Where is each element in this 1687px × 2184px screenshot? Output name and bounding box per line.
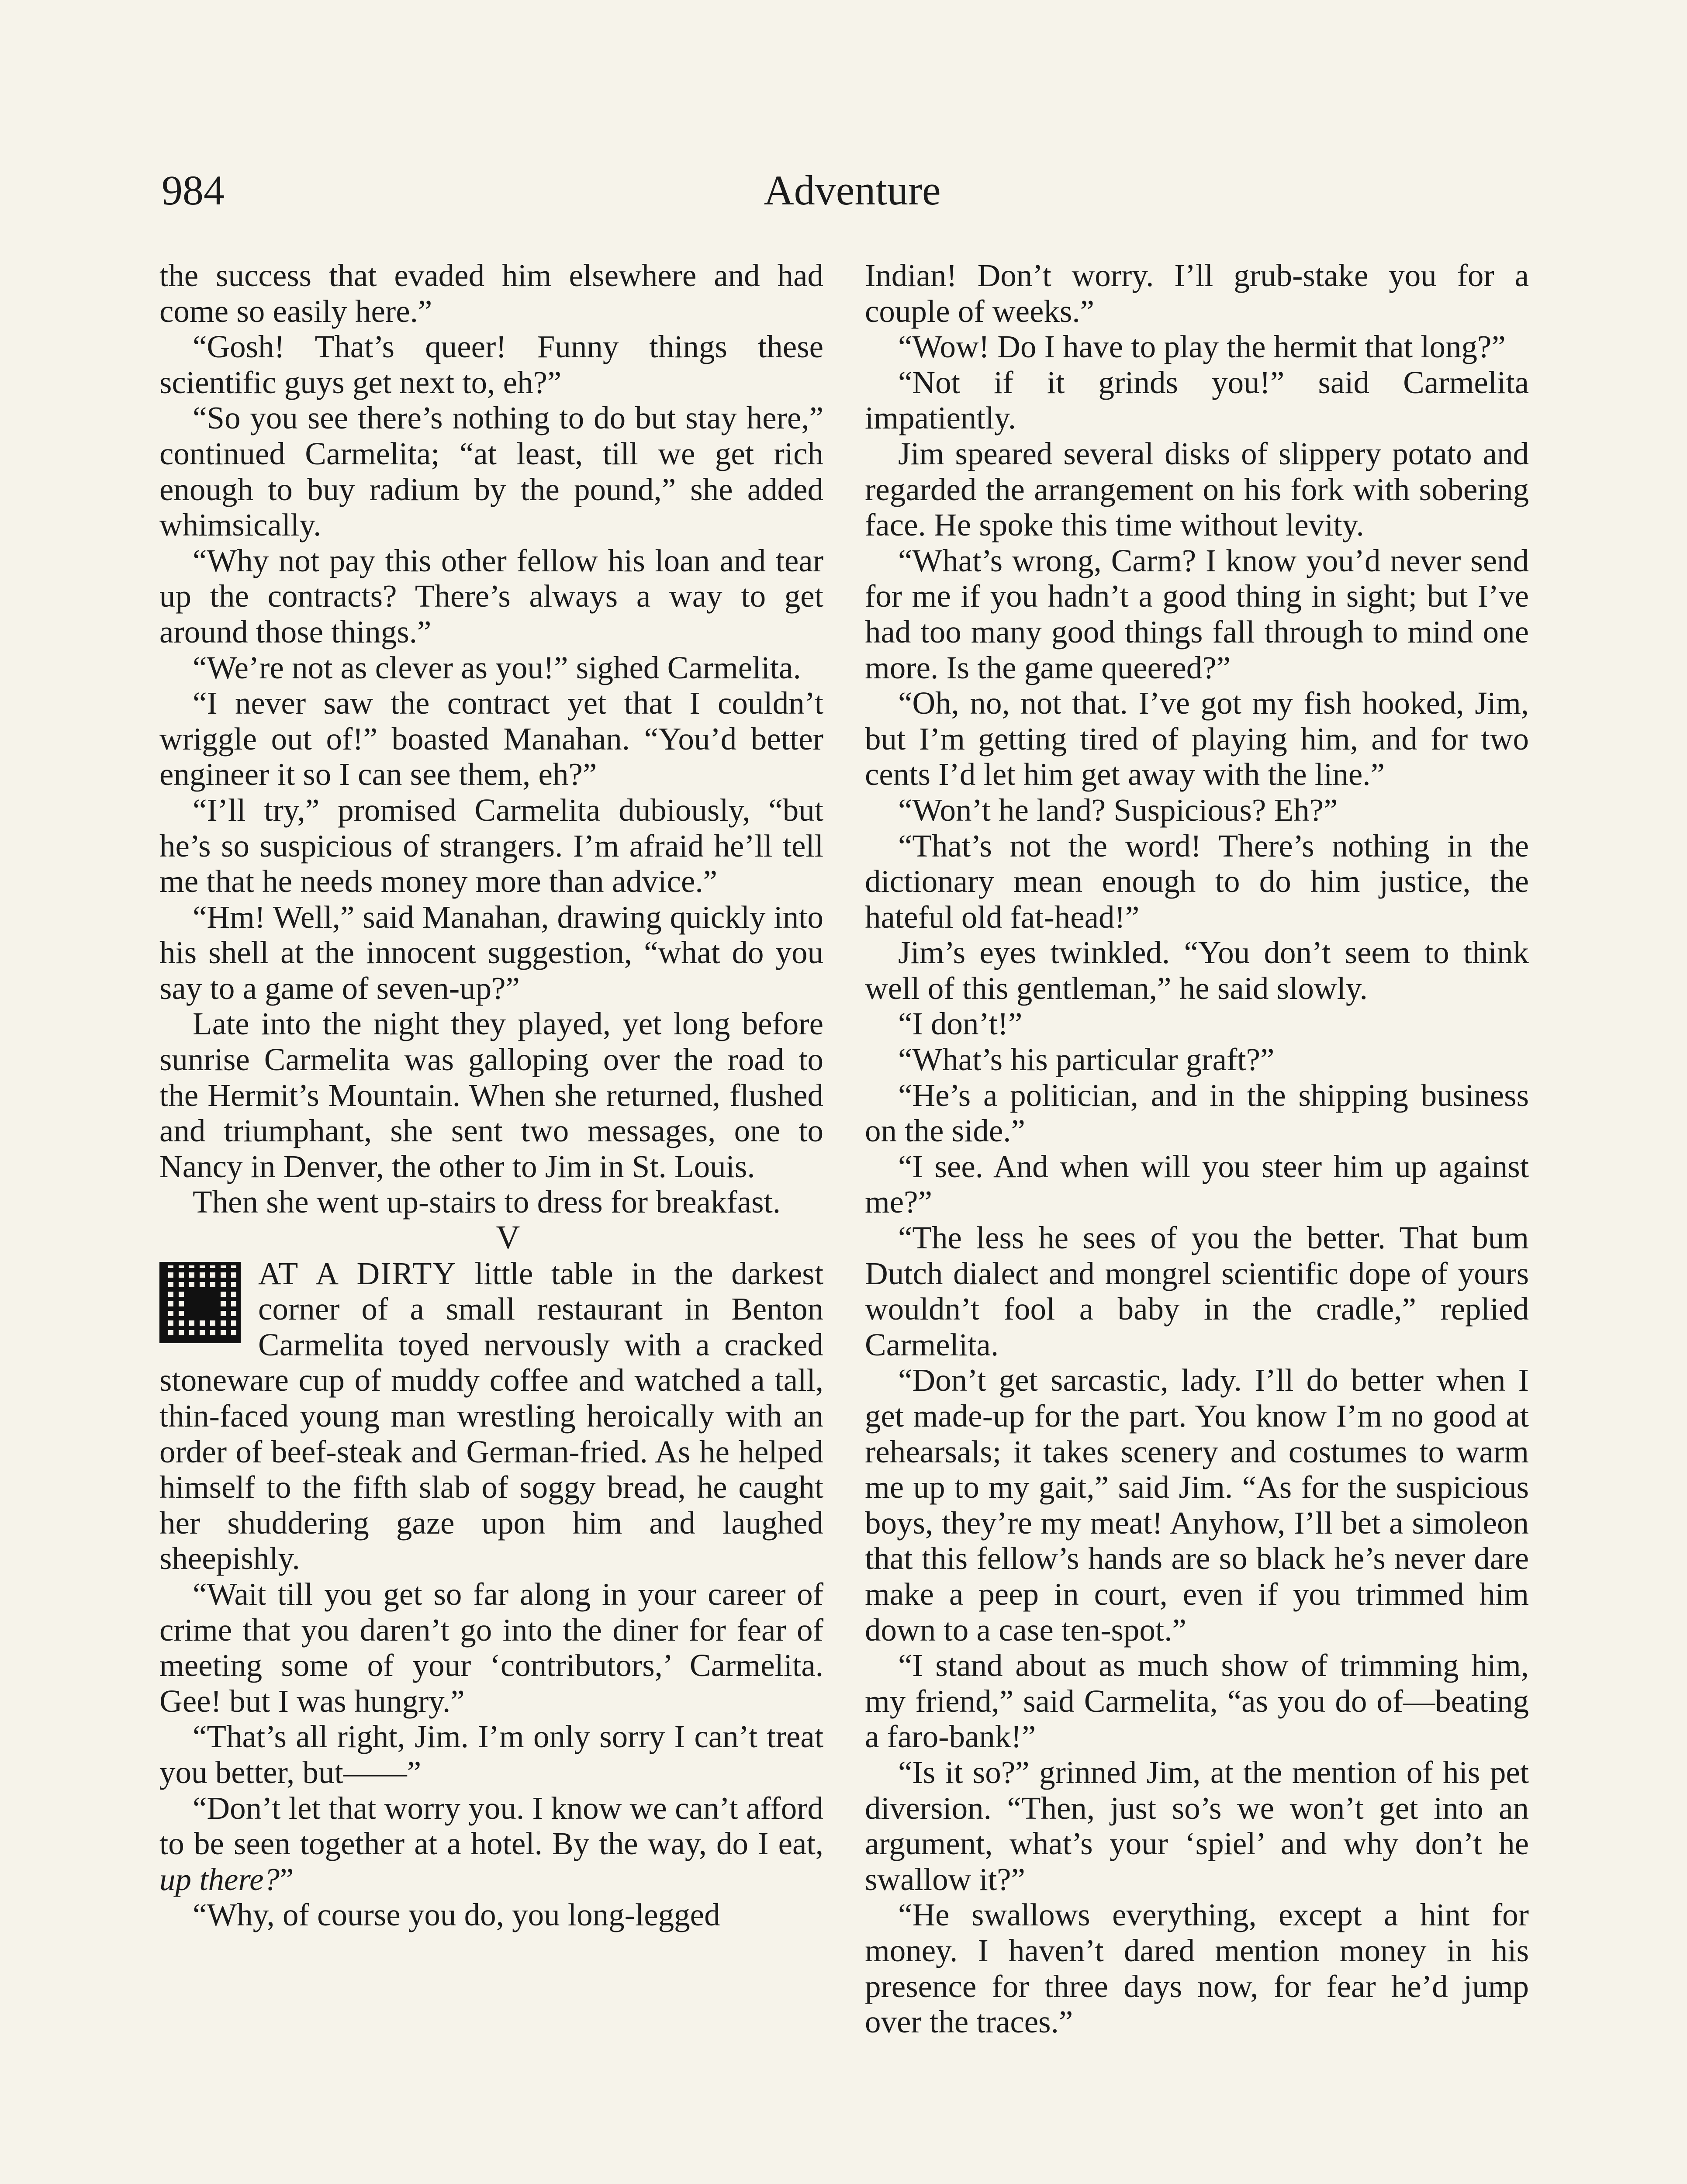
paragraph: “Not if it grinds you!” said Carmelita impatiently. [865,364,1529,436]
paragraph: “I never saw the contract yet that I couldn’t wriggle out of!” boasted Manahan. “You’d better engineer it so I can see them, eh?” [159,685,823,792]
paragraph: Jim speared several disks of slippery potato and regarded the arrangement on his fork with sobering face. He spoke this time without levity. [865,435,1529,543]
paragraph-text: ” [280,1861,294,1897]
section-heading: V [496,1219,520,1256]
paragraph: “I stand about as much show of trimming him, my friend,” said Carmelita, “as you do of—beating a faro-bank!” [865,1648,1529,1755]
paragraph: “Don’t get sarcastic, lady. I’ll do better when I get made-up for the part. You know I’m no good at rehearsals; it takes scenery and costumes to warm me up to my gait,” said Jim. “As for the suspicious boys, they’re my meat! Anyhow, I’ll bet a simoleon that this fellow’s hands are so black he’s never dare make a peep in court, even if you trimmed him down to a case ten-spot.” [865,1362,1529,1648]
paragraph: “Won’t he land? Suspicious? Eh?” [898,792,1338,828]
paragraph: “The less he sees of you the better. That bum Dutch dialect and mongrel scientific dope of yours wouldn’t fool a baby in the cradle,” replied Carmelita. [865,1220,1529,1362]
paragraph: “Oh, no, not that. I’ve got my fish hooked, Jim, but I’m getting tired of playing him, and for two cents I’d let him get away with the line.” [865,685,1529,792]
paragraph: Jim’s eyes twinkled. “You don’t seem to think well of this gentleman,” he said slowly. [865,935,1529,1006]
paragraph: “Wait till you get so far along in your career of crime that you daren’t go into the diner for fear of meeting some of your ‘contributors,’ Carmelita. Gee! but I was hungry.” [159,1576,823,1719]
paragraph [159,1256,823,1576]
paragraph: Indian! Don’t worry. I’ll grub-stake you for a couple of weeks.” [865,258,1529,329]
left-column [159,258,823,1933]
page-header [157,166,1547,227]
paragraph: “That’s all right, Jim. I’m only sorry I can’t treat you better, but——” [159,1719,823,1790]
paragraph: “Is it so?” grinned Jim, at the mention of his pet diversion. “Then, just so’s we won’t get into an argument, what’s your ‘spiel’ and why don’t he swallow it?” [865,1754,1529,1897]
paragraph: “I see. And when will you steer him up against me?” [865,1148,1529,1220]
italic-text: up there? [159,1861,280,1897]
paragraph: “Wow! Do I have to play the hermit that long?” [898,329,1506,365]
paragraph: “He swallows everything, except a hint for money. I haven’t dared mention money in his presence for three days now, for fear he’d jump over the traces.” [865,1897,1529,2040]
running-title: Adventure [764,167,941,214]
ornamental-initial-icon [159,1262,241,1343]
paragraph: “Why not pay this other fellow his loan and tear up the contracts? There’s always a way to get around those things.” [159,543,823,650]
paragraph: “Why, of course you do, you long-legged [193,1897,720,1933]
paragraph: “Gosh! That’s queer! Funny things these scientific guys get next to, eh?” [159,329,823,400]
paragraph: “What’s his particular graft?” [898,1042,1275,1078]
lead-in-caps: AT A DIRTY [258,1255,457,1291]
paragraph-text: little table in the darkest corner of a small restaurant in Benton Carmelita toyed nervously with a cracked stoneware cup of muddy coffee and watched a tall, thin-faced young man wrestling heroically with an order of beef-steak and German-fried. As he helped himself to the fifth slab of soggy bread, he caught her shuddering gaze upon him and laughed sheepishly. [159,1255,823,1576]
paragraph: “We’re not as clever as you!” sighed Carmelita. [193,650,801,685]
paragraph: “Hm! Well,” said Manahan, drawing quickly into his shell at the innocent suggestion, “what do you say to a game of seven-up?” [159,899,823,1006]
paragraph: “What’s wrong, Carm? I know you’d never send for me if you hadn’t a good thing in sight; but I’ve had too many good things fall through to mind one more. Is the game queered?” [865,543,1529,685]
right-column [865,258,1529,2040]
paragraph: the success that evaded him elsewhere and had come so easily here.” [159,258,823,329]
paragraph: “He’s a politician, and in the shipping business on the side.” [865,1077,1529,1149]
paragraph-text: “Don’t let that worry you. I know we can’t afford to be seen together at a hotel. By the way, do I eat, [159,1790,823,1862]
page-number: 984 [162,167,225,214]
paragraph: Late into the night they played, yet long before sunrise Carmelita was galloping over the road to the Hermit’s Mountain. When she returned, flushed and triumphant, she sent two messages, one to Nancy in Denver, the other to Jim in St. Louis. [159,1006,823,1184]
paragraph [159,1790,823,1897]
paragraph: “I don’t!” [898,1006,1023,1042]
paragraph: Then she went up-stairs to dress for breakfast. [193,1184,781,1220]
paragraph: “That’s not the word! There’s nothing in the dictionary mean enough to do him justice, the hateful old fat-head!” [865,828,1529,935]
paragraph: “So you see there’s nothing to do but stay here,” continued Carmelita; “at least, till we get rich enough to buy radium by the pound,” she added whimsically. [159,400,823,543]
paragraph: “I’ll try,” promised Carmelita dubiously, “but he’s so suspicious of strangers. I’m afraid he’ll tell me that he needs money more than advice.” [159,792,823,899]
